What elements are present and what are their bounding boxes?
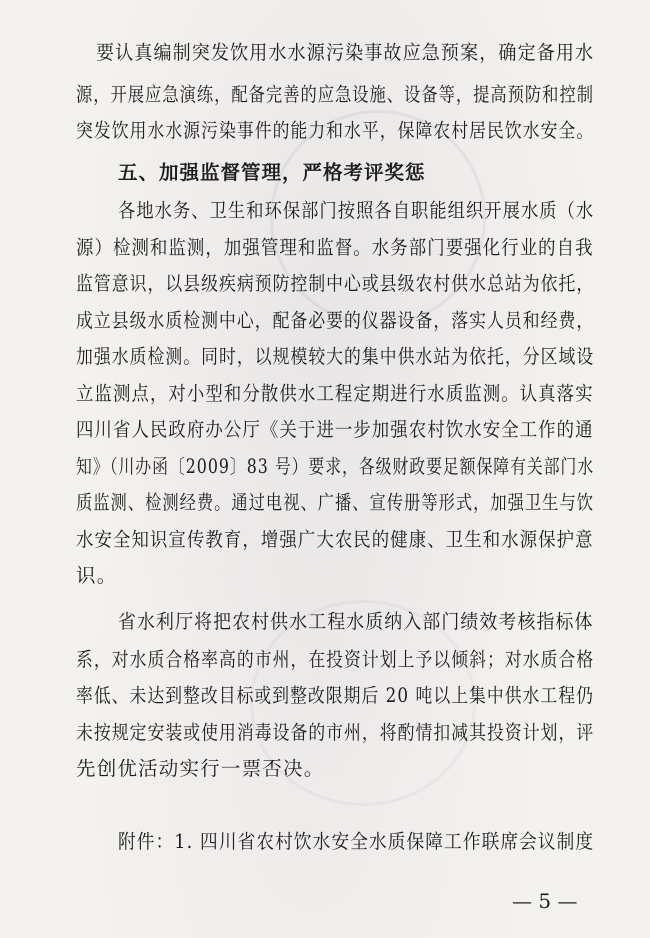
body-line: 各地水务、卫生和环保部门按照各自职能组织开展水质（水 <box>118 199 595 222</box>
body-line: 系，对水质合格率高的市州，在投资计划上予以倾斜；对水质合格 <box>76 648 595 671</box>
body-line: 率低、未达到整改目标或到整改限期后 20 吨以上集中供水工程仍 <box>76 684 594 707</box>
body-line: 质监测、检测经费。通过电视、广播、宣传册等形式，加强卫生与饮 <box>76 491 594 514</box>
body-line: 突发饮用水水源污染事件的能力和水平，保障农村居民饮水安全。 <box>76 119 595 142</box>
body-line: 要认真编制突发饮用水水源污染事故应急预案，确定备用水 <box>96 41 595 64</box>
body-line: 监管意识，以县级疾病预防控制中心或县级农村供水总站为依托， <box>76 272 595 295</box>
body-line: 加强水质检测。同时，以规模较大的集中供水站为依托，分区域设 <box>76 345 595 368</box>
body-line: 源）检测和监测，加强管理和监督。水务部门要强化行业的自我 <box>76 236 594 259</box>
body-line: 知》（川办函〔2009〕83 号）要求，各级财政要足额保障有关部门水 <box>76 455 595 478</box>
body-line: 未按规定安装或使用消毒设备的市州，将酌情扣减其投资计划，评 <box>76 721 595 744</box>
body-line: 省水利厅将把农村供水工程水质纳入部门绩效考核指标体 <box>118 610 594 633</box>
body-line: 先创优活动实行一票否决。 <box>76 757 325 780</box>
page-number: — 5 — <box>512 889 578 913</box>
body-line: 立监测点，对小型和分散供水工程定期进行水质监测。认真落实 <box>76 382 594 405</box>
body-line: 四川省人民政府办公厅《关于进一步加强农村饮水安全工作的通 <box>76 418 594 441</box>
section-heading: 五、加强监督管理，严格考评奖惩 <box>118 161 426 184</box>
body-line: 识。 <box>76 564 118 587</box>
attachment-line: 附件：1. 四川省农村饮水安全水质保障工作联席会议制度 <box>118 830 595 853</box>
body-line: 水安全知识宣传教育，增强广大农民的健康、卫生和水源保护意 <box>76 528 594 551</box>
body-line: 源，开展应急演练，配备完善的应急设施、设备等，提高预防和控制 <box>76 83 594 106</box>
body-line: 成立县级水质检测中心，配备必要的仪器设备，落实人员和经费， <box>76 309 595 332</box>
